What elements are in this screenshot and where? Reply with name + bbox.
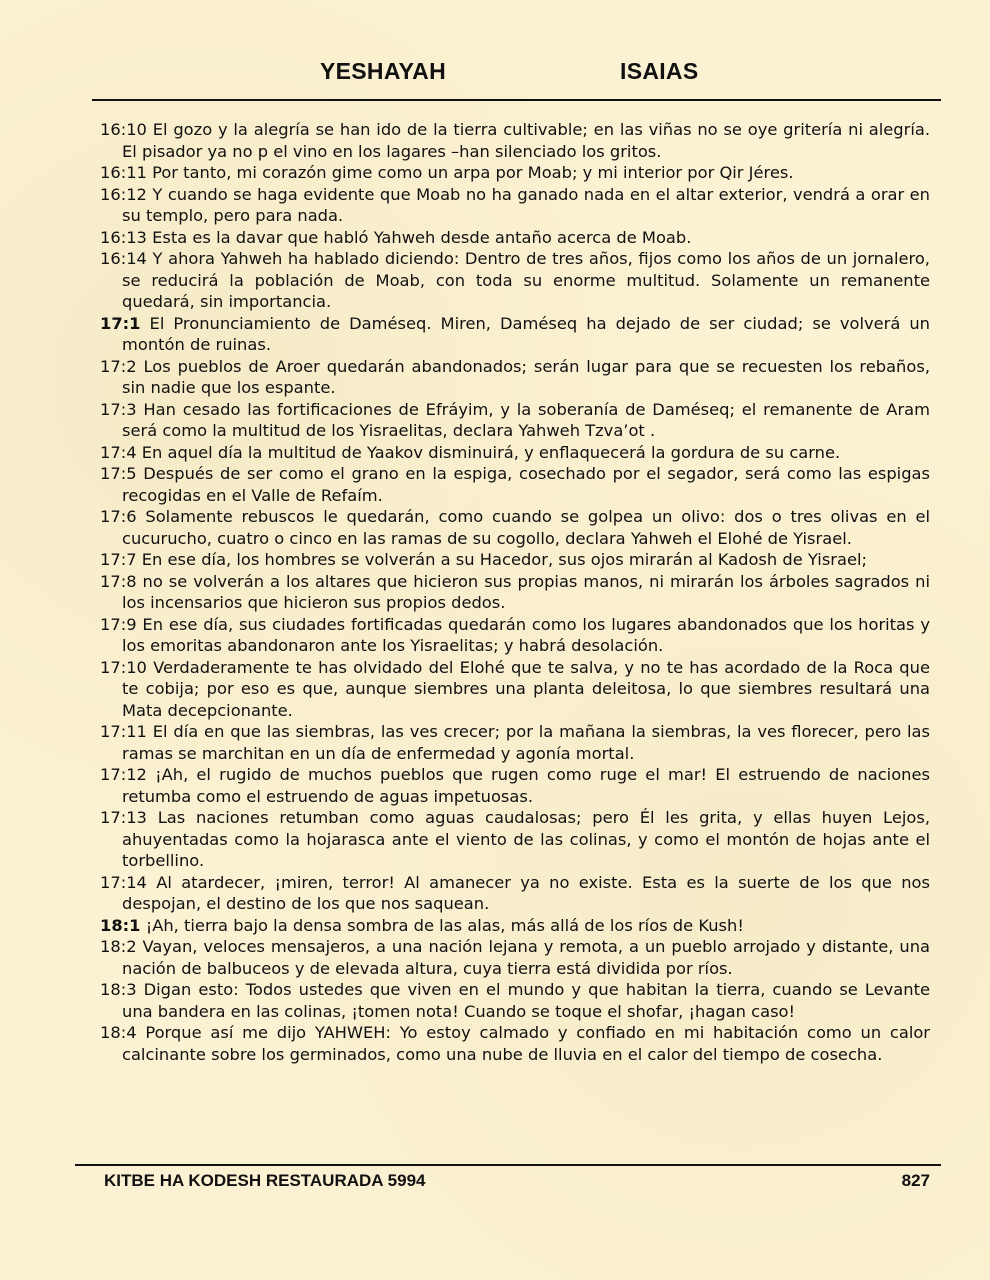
verse-ref: 16:14 bbox=[100, 249, 147, 268]
verse bbox=[100, 463, 930, 506]
verse-text: Han cesado las fortificaciones de Efráyim, y la soberanía de Daméseq; el remanente de Aram será como la multitud de los Yisraelitas, declara Yahweh Tzva’ot . bbox=[122, 399, 930, 440]
verse-text: En aquel día la multitud de Yaakov disminuirá, y enflaquecerá la gordura de su carne. bbox=[141, 442, 841, 462]
verse-ref: 17:11 bbox=[100, 722, 147, 741]
verse-text: Solamente rebuscos le quedarán, como cuando se golpea un olivo: dos o tres olivas en el cucurucho, cuatro o cinco en las ramas de su cogollo, declara Yahweh el Elohé de Yisrael. bbox=[122, 507, 930, 548]
verse bbox=[100, 248, 930, 313]
verse bbox=[100, 506, 930, 549]
verse bbox=[100, 549, 930, 571]
verse-ref: 17:5 bbox=[100, 464, 137, 483]
verse bbox=[100, 807, 930, 872]
scripture-text bbox=[100, 119, 930, 1065]
verse-text: Por tanto, mi corazón gime como un arpa por Moab; y mi interior por Qir Jéres. bbox=[152, 163, 794, 182]
verse-text: El Pronunciamiento de Daméseq. Miren, Daméseq ha dejado de ser ciudad; se volverá un montón de ruinas. bbox=[122, 313, 930, 354]
verse-ref: 16:10 bbox=[100, 120, 147, 139]
verse-ref: 17:10 bbox=[100, 657, 147, 677]
verse-text: El día en que las siembras, las ves crecer; por la mañana la siembras, la ves florecer, pero las ramas se marchitan en un día de enfermedad y agonía mortal. bbox=[122, 722, 930, 763]
footer-rule bbox=[75, 1164, 941, 1166]
verse bbox=[100, 721, 930, 764]
verse-text: En ese día, los hombres se volverán a su Hacedor, sus ojos mirarán al Kadosh de Yisrael; bbox=[141, 550, 867, 569]
verse bbox=[100, 657, 930, 722]
verse-text: ¡Ah, tierra bajo la densa sombra de las alas, más allá de los ríos de Kush! bbox=[145, 915, 744, 935]
verse bbox=[100, 162, 930, 184]
verse-ref: 17:2 bbox=[100, 356, 137, 376]
verse bbox=[100, 184, 930, 227]
verse-text: Después de ser como el grano en la espiga, cosechado por el segador, será como las espigas recogidas en el Valle de Refaím. bbox=[122, 464, 930, 505]
verse-text: Vayan, veloces mensajeros, a una nación lejana y remota, a un pueblo arrojado y distante, una nación de balbuceos y de elevada altura, cuya tierra está dividida por ríos. bbox=[122, 937, 930, 978]
header-book-title-spanish: ISAIAS bbox=[620, 58, 699, 84]
verse-ref: 16:12 bbox=[100, 184, 147, 204]
verse bbox=[100, 872, 930, 915]
verse-text: Y cuando se haga evidente que Moab no ha ganado nada en el altar exterior, vendrá a orar en su templo, pero para nada. bbox=[122, 184, 930, 225]
verse-text: Verdaderamente te has olvidado del Elohé que te salva, y no te has acordado de la Roca que te cobija; por eso es que, aunque siembres una planta deleitosa, lo que siembres resultará una Mata decepcionante. bbox=[122, 657, 930, 720]
verse-ref: 17:4 bbox=[100, 442, 137, 462]
verse bbox=[100, 764, 930, 807]
chapter-start-ref: 18:1 bbox=[100, 915, 141, 935]
verse-ref: 17:3 bbox=[100, 399, 137, 419]
verse-text: Al atardecer, ¡miren, terror! Al amanecer ya no existe. Esta es la suerte de los que nos despojan, el destino de los que nos saquean. bbox=[122, 872, 930, 913]
chapter-start-ref: 17:1 bbox=[100, 313, 141, 333]
verse bbox=[100, 571, 930, 614]
verse-ref: 17:9 bbox=[100, 614, 137, 634]
verse-ref: 16:13 bbox=[100, 227, 147, 247]
verse-text: Esta es la davar que habló Yahweh desde antaño acerca de Moab. bbox=[152, 227, 692, 247]
verse-text: ¡Ah, el rugido de muchos pueblos que rugen como ruge el mar! El estruendo de naciones retumba como el estruendo de aguas impetuosas. bbox=[122, 765, 930, 806]
page-number: 827 bbox=[901, 1171, 930, 1190]
verse bbox=[100, 442, 930, 464]
verse bbox=[100, 313, 930, 356]
verse bbox=[100, 119, 930, 162]
verse bbox=[100, 936, 930, 979]
verse-text: Las naciones retumban como aguas caudalosas; pero Él les grita, y ellas huyen Lejos, ahuyentadas como la hojarasca ante el viento de las colinas, y como el montón de hojas ante el torbellino. bbox=[122, 808, 930, 870]
verse-text: Y ahora Yahweh ha hablado diciendo: Dentro de tres años, fijos como los años de un jornalero, se reducirá la población de Moab, con toda su enorme multitud. Solamente un remanente quedará, sin importancia. bbox=[122, 249, 930, 311]
verse bbox=[100, 1022, 930, 1065]
verse-ref: 17:13 bbox=[100, 808, 147, 827]
verse-ref: 17:8 bbox=[100, 571, 137, 591]
verse-ref: 17:14 bbox=[100, 872, 147, 892]
verse-text: Los pueblos de Aroer quedarán abandonados; serán lugar para que se recuesten los rebaños, sin nadie que los espante. bbox=[122, 356, 930, 397]
verse-text: En ese día, sus ciudades fortificadas quedarán como los lugares abandonados que los horitas y los emoritas abandonaron ante los Yisraelitas; y habrá desolación. bbox=[122, 614, 930, 655]
verse-text: El gozo y la alegría se han ido de la tierra cultivable; en las viñas no se oye gritería ni alegría. El pisador ya no p el vino en los lagares –han silenciado los gritos. bbox=[122, 120, 930, 161]
verse-ref: 16:11 bbox=[100, 163, 147, 182]
verse-text: Porque así me dijo YAHWEH: Yo estoy calmado y confiado en mi habitación como un calor calcinante sobre los germinados, como una nube de lluvia en el calor del tiempo de cosecha. bbox=[122, 1023, 930, 1064]
verse-ref: 17:6 bbox=[100, 507, 137, 526]
verse-ref: 18:2 bbox=[100, 937, 137, 956]
verse bbox=[100, 979, 930, 1022]
verse-ref: 18:3 bbox=[100, 980, 137, 999]
header-rule bbox=[92, 99, 941, 101]
verse bbox=[100, 356, 930, 399]
header-book-title-hebrew: YESHAYAH bbox=[320, 58, 446, 84]
footer-book-title: KITBE HA KODESH RESTAURADA 5994 bbox=[104, 1171, 426, 1190]
verse-text: no se volverán a los altares que hicieron sus propias manos, ni mirarán los árboles sagrados ni los incensarios que hicieron sus propios dedos. bbox=[122, 571, 930, 612]
verse bbox=[100, 399, 930, 442]
verse-ref: 17:12 bbox=[100, 765, 147, 784]
verse-text: Digan esto: Todos ustedes que viven en el mundo y que habitan la tierra, cuando se Levante una bandera en las colinas, ¡tomen nota! Cuando se toque el shofar, ¡hagan caso! bbox=[122, 980, 930, 1021]
verse bbox=[100, 227, 930, 249]
verse-ref: 17:7 bbox=[100, 550, 137, 569]
verse bbox=[100, 915, 930, 937]
page-header bbox=[0, 58, 990, 90]
verse bbox=[100, 614, 930, 657]
verse-ref: 18:4 bbox=[100, 1023, 137, 1042]
